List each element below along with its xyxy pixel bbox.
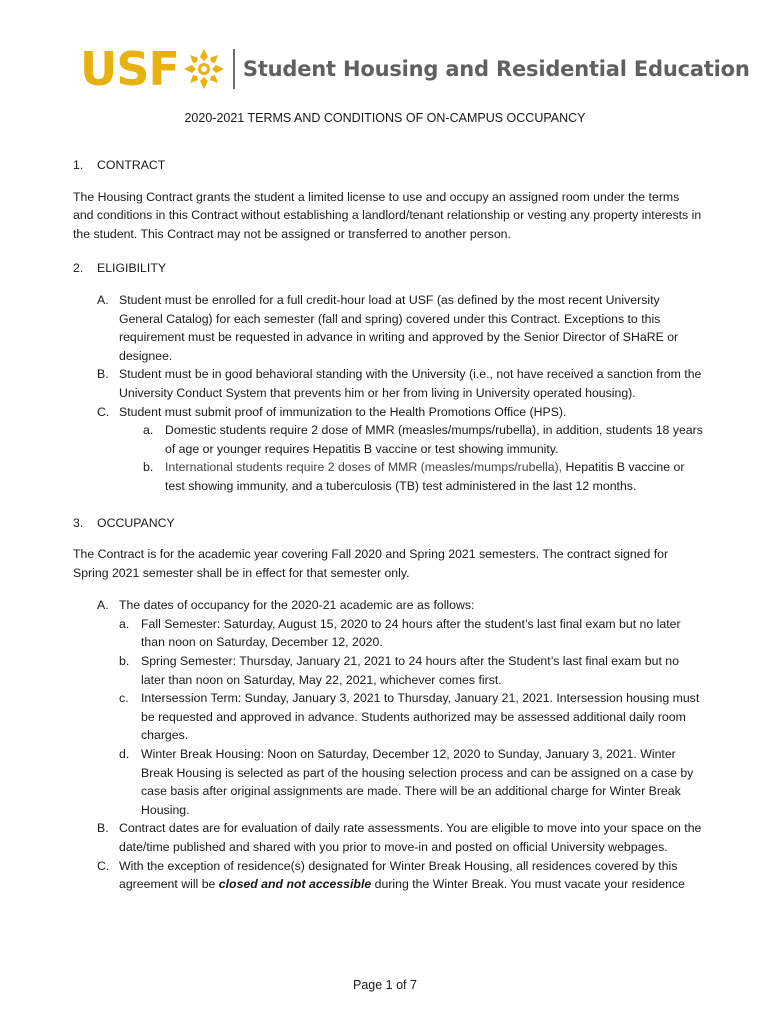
item-text: Student must be in good behavioral standing with the University (i.e., not have received a sanction from the University Conduct System that prevents him or her from living in University operated housing). <box>119 367 702 400</box>
occupancy-subitem-a <box>73 615 703 652</box>
item-text: Student must submit proof of immunization to the Health Promotions Office (HPS). <box>119 404 567 419</box>
item-text: Intersession Term: Sunday, January 3, 2021 to Thursday, January 21, 2021. Intersession housing must be requested and approved in advance. Students authorized may be assessed additional daily room charges. <box>141 691 700 743</box>
item-text: Domestic students require 2 dose of MMR (measles/mumps/rubella), in addition, students 18 years of age or younger requires Hepatitis B vaccine or test showing immunity. <box>165 423 703 456</box>
item-text-pre: With the exception of residence(s) designated for Winter Break Housing, all residences covered by this agreement will be <box>119 858 678 892</box>
section-heading-occupancy <box>73 514 703 533</box>
usf-bull-emblem-icon <box>181 46 227 92</box>
item-text-grey: International students require 2 doses of MMR (measles/mumps/rubella), <box>165 460 563 475</box>
item-text <box>165 458 703 495</box>
eligibility-item-c <box>73 403 703 422</box>
item-text: Spring Semester: Thursday, January 21, 2021 to 24 hours after the Student’s last final exam but no later than noon on Saturday, May 22, 2021, whichever comes first. <box>141 654 679 687</box>
occupancy-subitem-d <box>73 745 703 819</box>
item-label: b. <box>143 460 154 475</box>
section-title: ELIGIBILITY <box>97 261 167 276</box>
item-label: A. <box>97 598 109 613</box>
item-label: b. <box>119 654 130 669</box>
item-label: C. <box>97 858 110 873</box>
item-label: a. <box>119 616 130 631</box>
item-text <box>119 857 703 894</box>
page-number: Page 1 of 7 <box>353 978 417 992</box>
occupancy-subitem-b <box>73 652 703 689</box>
occupancy-subitem-c <box>73 689 703 745</box>
section-number: 3. <box>73 515 84 530</box>
item-text: Fall Semester: Saturday, August 15, 2020 to 24 hours after the student’s last final exam but no later than noon on Saturday, December 12, 2020. <box>141 616 681 650</box>
section-number: 2. <box>73 261 84 276</box>
item-label: B. <box>97 821 109 836</box>
occupancy-item-b <box>73 819 703 856</box>
document-body <box>73 156 703 894</box>
item-label: c. <box>119 691 129 706</box>
occupancy-intro: The Contract is for the academic year covering Fall 2020 and Spring 2021 semesters. The contract signed for Spring 2021 semester shall be in effect for that semester only. <box>73 547 669 580</box>
section-number: 1. <box>73 158 84 172</box>
contract-paragraph: The Housing Contract grants the student a limited license to use and occupy an assigned room under the terms and conditions in this Contract without establishing a landlord/tenant relationship or vesting any property interests in the student. This Contract may not be assigned or transferred to another person. <box>73 189 702 241</box>
item-text: The dates of occupancy for the 2020-21 academic are as follows: <box>119 598 475 613</box>
section-title: OCCUPANCY <box>97 515 175 530</box>
item-label: C. <box>97 404 110 419</box>
section-heading-contract <box>73 156 703 175</box>
section-heading-eligibility <box>73 259 703 278</box>
department-name: Student Housing and Residential Education <box>242 57 750 81</box>
eligibility-item-a <box>73 291 703 365</box>
section-title: CONTRACT <box>97 158 166 172</box>
header-divider <box>233 49 235 89</box>
item-text: Contract dates are for evaluation of daily rate assessments. You are eligible to move into your space on the date/time published and shared with you prior to move-in and posted on official University webpages. <box>119 821 702 854</box>
item-text: Student must be enrolled for a full credit-hour load at USF (as defined by the most recent University General Catalog) for each semester (fall and spring) covered under this Contract. Exceptions to this requirement must be requested in advance in writing and approved by the Senior Director of SHaRE or designee. <box>119 292 679 363</box>
item-label: d. <box>119 747 130 762</box>
occupancy-item-c <box>73 857 703 894</box>
item-label: B. <box>97 367 109 382</box>
usf-logo-text: USF <box>80 42 179 96</box>
eligibility-subitem-b <box>73 458 703 495</box>
item-text-rest: Hepatitis B vaccine or test showing immunity, and a tuberculosis (TB) test administered in the last 12 months. <box>165 460 685 493</box>
page-header <box>80 44 750 94</box>
eligibility-item-b <box>73 365 703 402</box>
document-title: 2020-2021 TERMS AND CONDITIONS OF ON-CAMPUS OCCUPANCY <box>184 111 586 125</box>
item-label: A. <box>97 292 109 307</box>
item-label: a. <box>143 423 154 438</box>
item-text-emphasis: closed and not accessible <box>218 877 372 892</box>
item-text: Winter Break Housing: Noon on Saturday, December 12, 2020 to Sunday, January 3, 2021. Winter Break Housing is selected as part of the housing selection process and can be assigned on a case by case basis after original assignments are made. There will be an additional charge for Winter Break Housing. <box>141 747 694 817</box>
eligibility-subitem-a <box>73 421 703 458</box>
occupancy-item-a <box>73 596 703 615</box>
item-text-post: during the Winter Break. You must vacate your residence <box>371 877 685 892</box>
